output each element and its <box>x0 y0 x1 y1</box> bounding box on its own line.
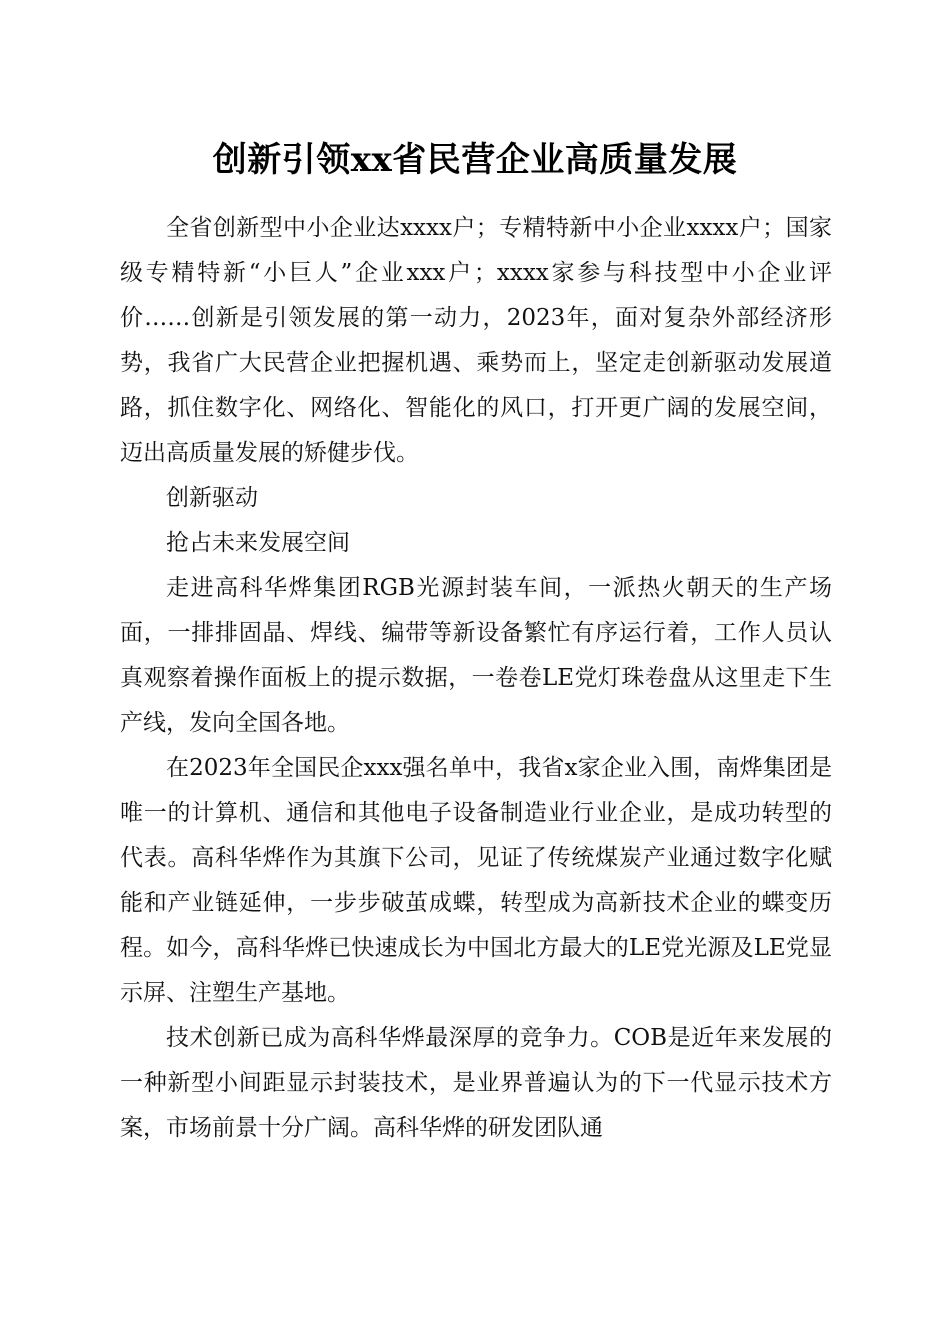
section-subheading-future-space: 抢占未来发展空间 <box>166 530 350 556</box>
paragraph-ranking: 在2023年全国民企xxx强名单中，我省x家企业入围，南烨集团是唯一的计算机、通信和其他电子设备制造业行业企业，是成功转型的代表。高科华烨作为其旗下公司，见证了传统煤炭产业通过数字化赋能和产业链延伸，一步步破茧成蝶，转型成为高新技术企业的蝶变历程。如今，高科华烨已快速成长为中国北方最大的LE党光源及LE党显示屏、注塑生产基地。 <box>120 755 832 1006</box>
paragraph-technology: 技术创新已成为高科华烨最深厚的竞争力。COB是近年来发展的一种新型小间距显示封装技术，是业界普遍认为的下一代显示技术方案，市场前景十分广阔。高科华烨的研发团队通 <box>120 1025 832 1141</box>
document-body <box>120 206 832 1151</box>
section-heading-innovation: 创新驱动 <box>166 485 258 511</box>
paragraph-intro: 全省创新型中小企业达xxxx户；专精特新中小企业xxxx户；国家级专精特新“小巨人”企业xxx户；xxxx家参与科技型中小企业评价……创新是引领发展的第一动力，2023年，面对复杂外部经济形势，我省广大民营企业把握机遇、乘势而上，坚定走创新驱动发展道路，抓住数字化、网络化、智能化的风口，打开更广阔的发展空间，迈出高质量发展的矫健步伐。 <box>120 215 832 466</box>
paragraph-workshop: 走进高科华烨集团RGB光源封装车间，一派热火朝天的生产场面，一排排固晶、焊线、编带等新设备繁忙有序运行着，工作人员认真观察着操作面板上的提示数据，一卷卷LE党灯珠卷盘从这里走下生产线，发向全国各地。 <box>120 575 832 736</box>
document-title: 创新引领xx省民营企业高质量发展 <box>212 140 738 180</box>
